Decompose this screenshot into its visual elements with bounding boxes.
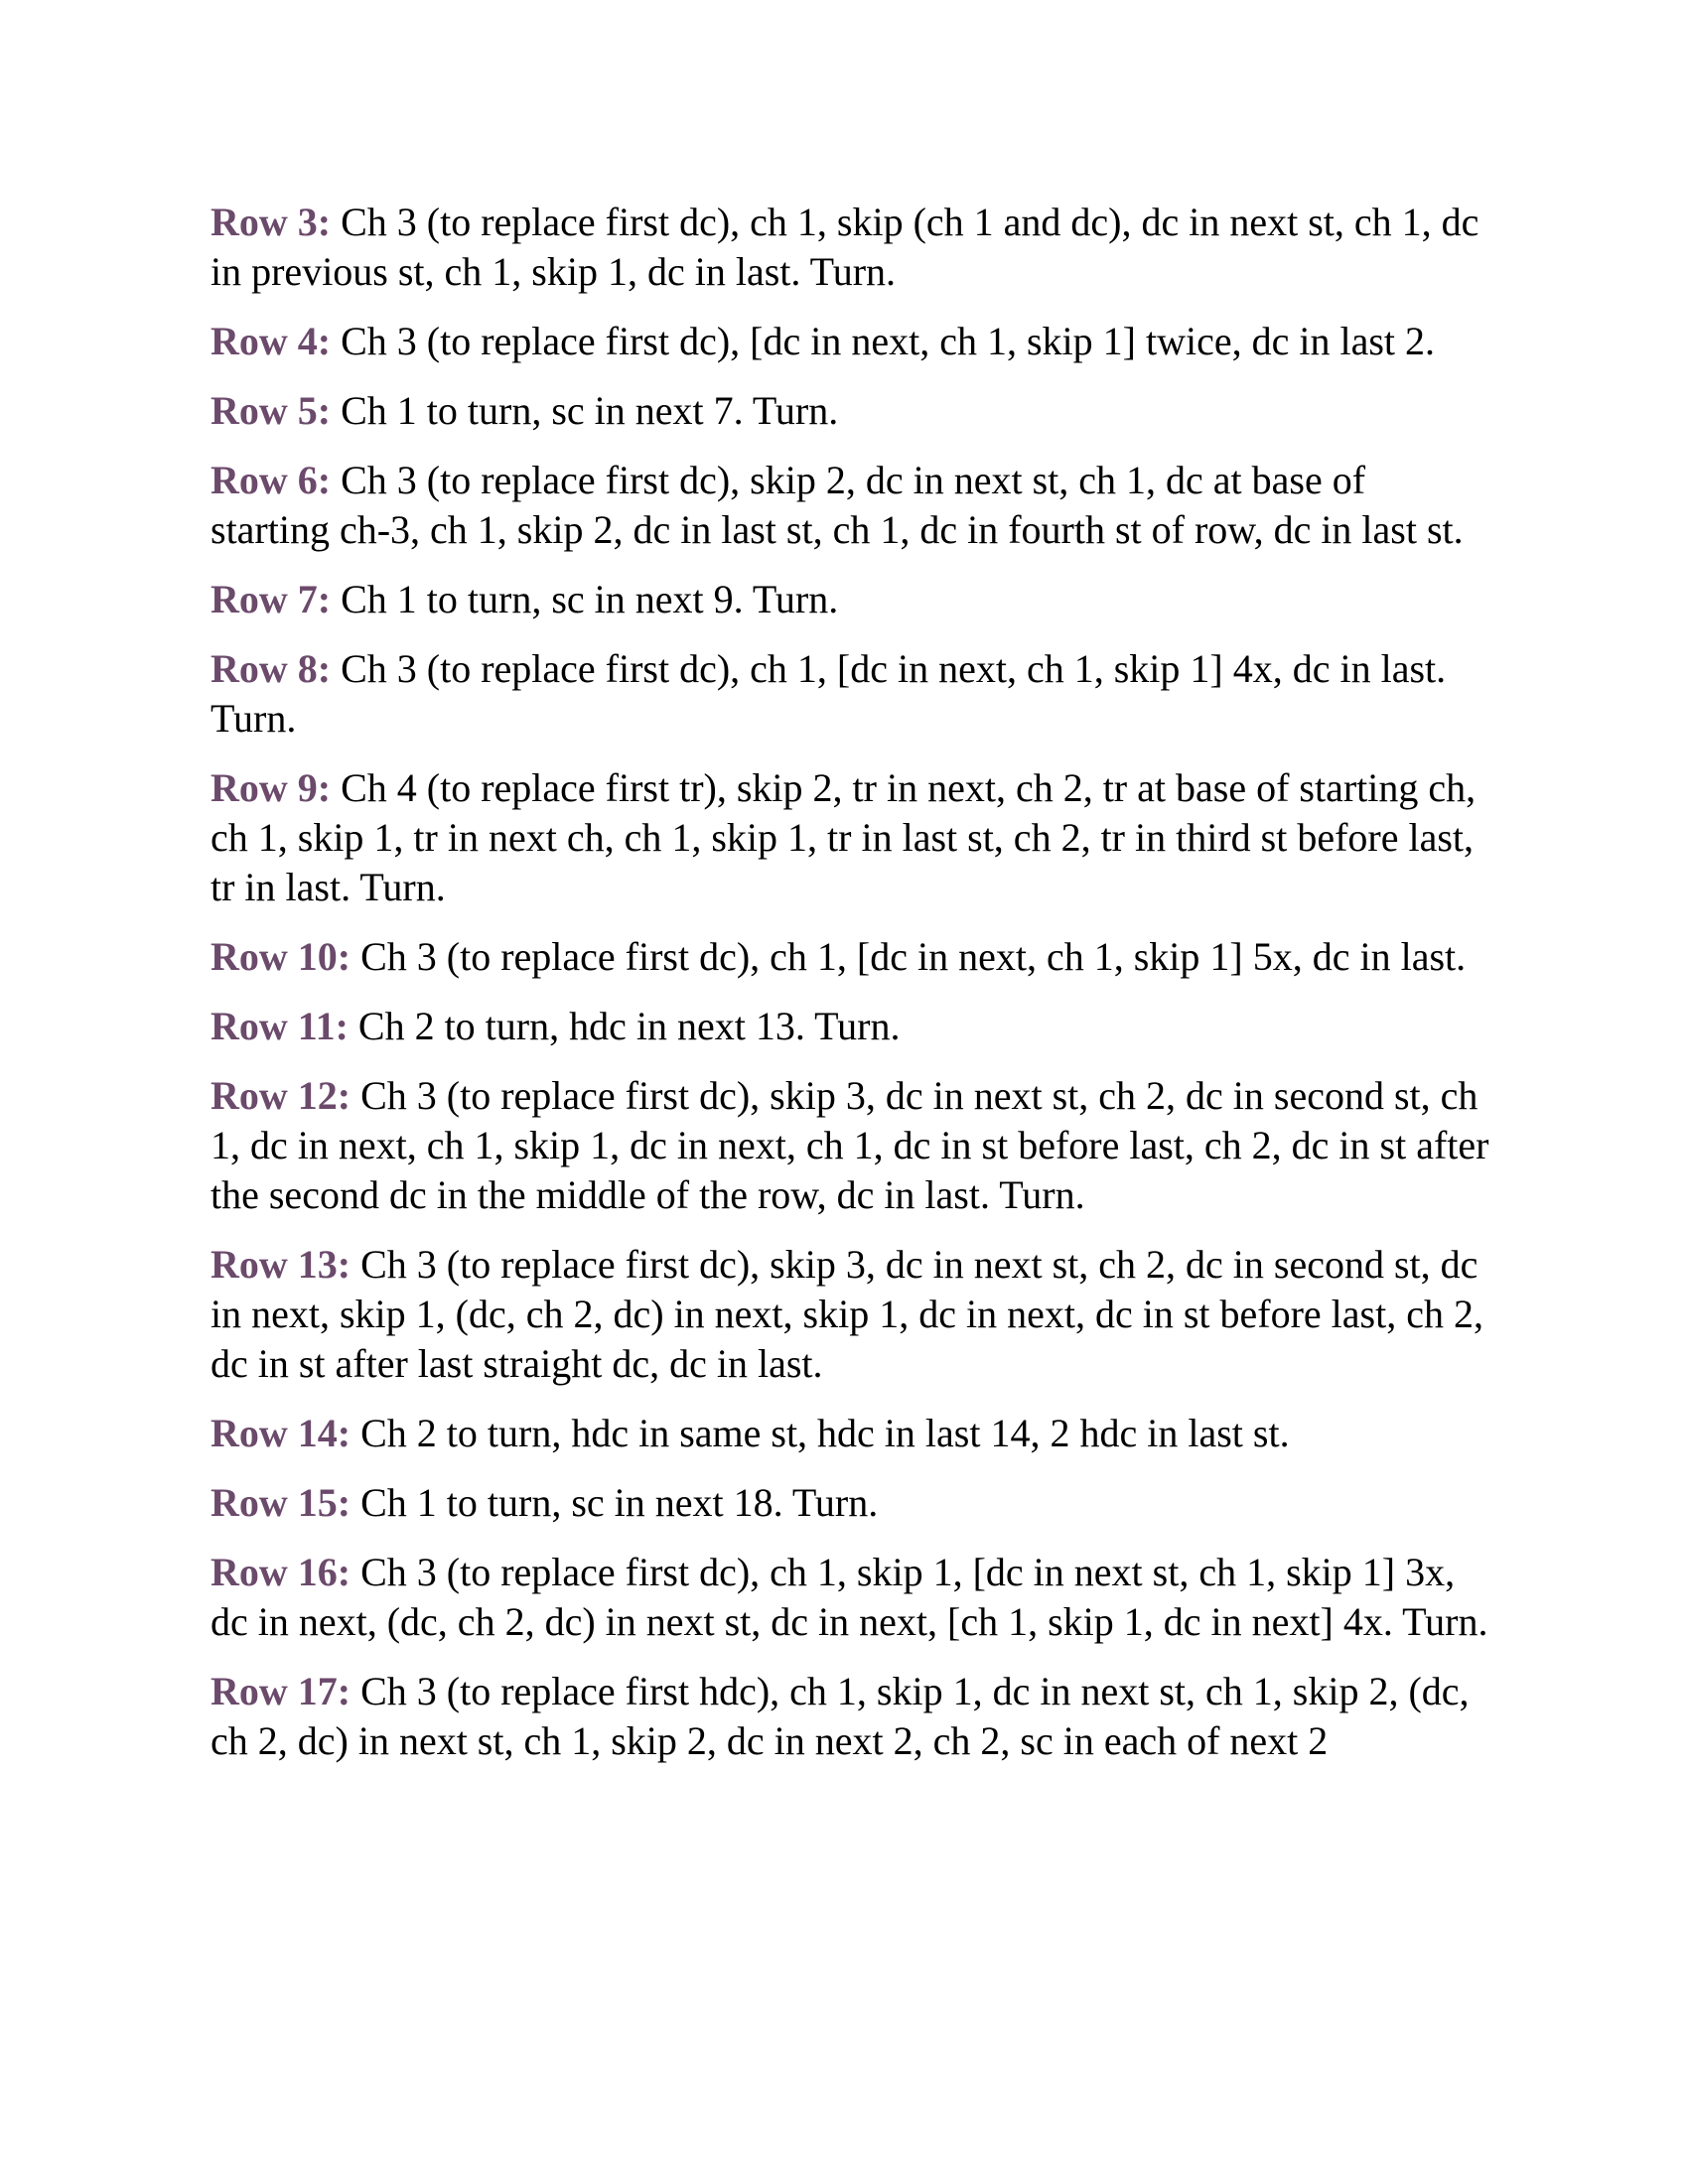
pattern-row-13 — [211, 1240, 1491, 1389]
pattern-row-3 — [211, 198, 1491, 297]
row-instructions: Ch 4 (to replace first tr), skip 2, tr in next, ch 2, tr at base of starting ch, ch 1, skip 1, tr in next ch, ch 1, skip 1, tr in last st, ch 2, tr in third st before last, tr in last. Turn. — [211, 765, 1477, 909]
pattern-row-8 — [211, 644, 1491, 744]
row-label: Row 6: — [211, 458, 332, 502]
row-instructions: Ch 3 (to replace first dc), skip 3, dc in next st, ch 2, dc in second st, dc in next, skip 1, (dc, ch 2, dc) in next, skip 1, dc in next, dc in st before last, ch 2, dc in st after last straight dc, dc in last. — [211, 1242, 1483, 1386]
row-instructions: Ch 1 to turn, sc in next 18. Turn. — [351, 1480, 879, 1525]
row-instructions: Ch 3 (to replace first dc), skip 3, dc in next st, ch 2, dc in second st, ch 1, dc in next, ch 1, skip 1, dc in next, ch 1, dc in st before last, ch 2, dc in st after the second dc in the middle of the row, dc in last. Turn. — [211, 1073, 1489, 1217]
pattern-row-4 — [211, 317, 1491, 366]
row-label: Row 4: — [211, 319, 332, 363]
row-instructions: Ch 2 to turn, hdc in next 13. Turn. — [348, 1004, 901, 1048]
row-instructions: Ch 3 (to replace first dc), skip 2, dc in next st, ch 1, dc at base of starting ch-3, ch 1, skip 2, dc in last st, ch 1, dc in fourth st of row, dc in last st. — [211, 458, 1464, 552]
row-label: Row 14: — [211, 1411, 352, 1455]
row-label: Row 9: — [211, 765, 332, 810]
row-instructions: Ch 3 (to replace first dc), ch 1, [dc in next, ch 1, skip 1] 5x, dc in last. — [351, 934, 1467, 979]
row-instructions: Ch 3 (to replace first dc), ch 1, skip (ch 1 and dc), dc in next st, ch 1, dc in previous st, ch 1, skip 1, dc in last. Turn. — [211, 200, 1479, 294]
row-label: Row 10: — [211, 934, 352, 979]
pattern-row-7 — [211, 575, 1491, 624]
document-page — [211, 198, 1491, 1786]
pattern-row-5 — [211, 386, 1491, 436]
row-instructions: Ch 3 (to replace first hdc), ch 1, skip 1, dc in next st, ch 1, skip 2, (dc, ch 2, dc) in next st, ch 1, skip 2, dc in next 2, ch 2, sc in each of next 2 — [211, 1669, 1470, 1763]
pattern-row-6 — [211, 456, 1491, 555]
pattern-row-17 — [211, 1667, 1491, 1766]
row-instructions: Ch 2 to turn, hdc in same st, hdc in last 14, 2 hdc in last st. — [351, 1411, 1290, 1455]
pattern-row-16 — [211, 1548, 1491, 1647]
row-instructions: Ch 1 to turn, sc in next 9. Turn. — [331, 577, 839, 621]
pattern-row-15 — [211, 1478, 1491, 1528]
pattern-row-10 — [211, 932, 1491, 982]
row-label: Row 16: — [211, 1550, 352, 1594]
row-label: Row 13: — [211, 1242, 352, 1287]
row-label: Row 5: — [211, 388, 332, 433]
row-label: Row 8: — [211, 646, 332, 691]
row-label: Row 15: — [211, 1480, 352, 1525]
pattern-row-12 — [211, 1071, 1491, 1220]
row-label: Row 12: — [211, 1073, 352, 1118]
row-label: Row 17: — [211, 1669, 352, 1713]
row-instructions: Ch 3 (to replace first dc), ch 1, skip 1, [dc in next st, ch 1, skip 1] 3x, dc in next, (dc, ch 2, dc) in next st, dc in next, [ch 1, skip 1, dc in next] 4x. Turn. — [211, 1550, 1488, 1644]
row-label: Row 3: — [211, 200, 332, 244]
row-label: Row 11: — [211, 1004, 349, 1048]
row-instructions: Ch 3 (to replace first dc), ch 1, [dc in next, ch 1, skip 1] 4x, dc in last. Turn. — [211, 646, 1447, 741]
row-instructions: Ch 1 to turn, sc in next 7. Turn. — [331, 388, 839, 433]
pattern-row-9 — [211, 763, 1491, 912]
row-label: Row 7: — [211, 577, 332, 621]
pattern-row-11 — [211, 1002, 1491, 1051]
pattern-row-14 — [211, 1409, 1491, 1458]
row-instructions: Ch 3 (to replace first dc), [dc in next, ch 1, skip 1] twice, dc in last 2. — [331, 319, 1436, 363]
